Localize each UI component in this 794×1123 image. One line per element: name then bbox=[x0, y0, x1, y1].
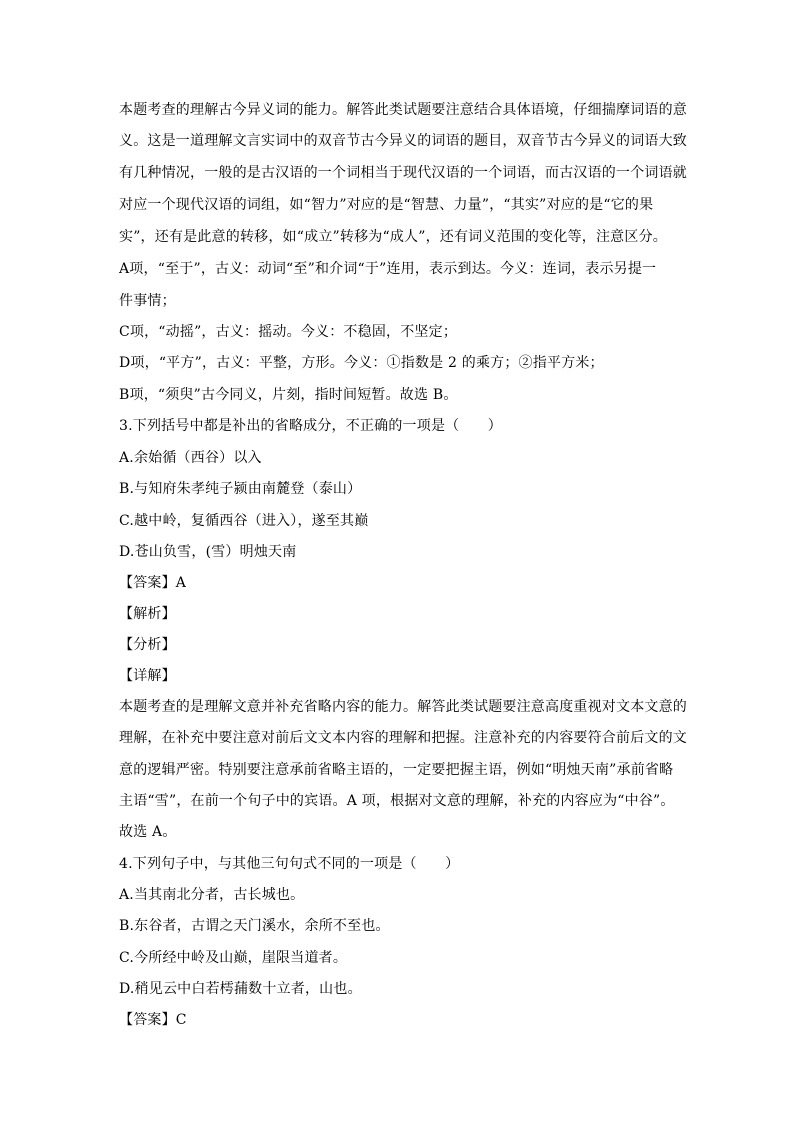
question-4-option-a: A.当其南北分者，古长城也。 bbox=[119, 887, 305, 903]
question-4-stem: 4.下列句子中，与其他三句句式不同的一项是（ ） bbox=[119, 856, 460, 872]
question-3-option-c: C.越中岭，复循西谷（进入），遂至其巅 bbox=[119, 513, 369, 529]
question-3-explanation: 主语“雪”，在前一个句子中的宾语。A 项，根据对文意的理解，补充的内容应为“中谷”。 bbox=[119, 793, 675, 809]
analysis-line: 义。这是一道理解文言实词中的双音节古今异义的词语的题目，双音节古今异义的词语大致 bbox=[119, 133, 687, 149]
question-3-jiexi: 【解析】 bbox=[119, 606, 176, 622]
question-4-answer: 【答案】C bbox=[119, 1012, 187, 1028]
question-4-option-b: B.东谷者，古谓之天门溪水，余所不至也。 bbox=[119, 918, 390, 934]
analysis-line: 本题考查的理解古今异义词的能力。解答此类试题要注意结合具体语境，仔细揣摩词语的意 bbox=[119, 102, 687, 118]
analysis-line: 有几种情况，一般的是古汉语的一个词相当于现代汉语的一个词语，而古汉语的一个词语就 bbox=[119, 165, 687, 181]
question-3-option-d: D.苍山负雪，(雪）明烛天南 bbox=[119, 544, 297, 560]
question-3-option-a: A.余始循（西谷）以入 bbox=[119, 450, 262, 466]
analysis-line: 实”，还有是此意的转移，如“成立”转移为“成人”，还有词义范围的变化等，注意区分。 bbox=[119, 229, 667, 245]
question-3-option-b: B.与知府朱孝纯子颍由南麓登（泰山） bbox=[119, 481, 362, 497]
question-3-explanation: 故选 A。 bbox=[119, 824, 177, 840]
option-c-analysis: C项，“动摇”，古义：摇动。今义：不稳固，不坚定； bbox=[119, 324, 458, 340]
question-3-explanation: 本题考查的是理解文意并补充省略内容的能力。解答此类试题要注意高度重视对文本文意的 bbox=[119, 699, 687, 715]
option-b-analysis: B项，“须臾”古今同义，片刻，指时间短暂。故选 B。 bbox=[119, 387, 458, 403]
option-a-analysis-cont: 件事情； bbox=[119, 293, 176, 309]
option-d-analysis: D项，“平方”，古义：平整，方形。今义：①指数是 2 的乘方；②指平方米； bbox=[119, 355, 604, 371]
question-3-xiangjie: 【详解】 bbox=[119, 668, 176, 684]
option-a-analysis: A项，“至于”，古义：动词“至”和介词“于”连用，表示到达。今义：连词，表示另提一 bbox=[119, 261, 657, 277]
question-3-explanation: 理解，在补充中要注意对前后文文本内容的理解和把握。注意补充的内容要符合前后文的文 bbox=[119, 730, 687, 746]
question-3-answer: 【答案】A bbox=[119, 575, 187, 591]
question-3-explanation: 意的逻辑严密。特别要注意承前省略主语的，一定要把握主语，例如“明烛天南”承前省略 bbox=[119, 762, 674, 778]
question-4-option-d: D.稍见云中白若樗蒱数十立者，山也。 bbox=[119, 981, 362, 997]
question-4-option-c: C.今所经中岭及山巅，崖限当道者。 bbox=[119, 950, 348, 966]
question-3-stem: 3.下列括号中都是补出的省略成分，不正确的一项是（ ） bbox=[119, 418, 502, 434]
analysis-line: 对应一个现代汉语的词组，如“智力”对应的是“智慧、力量”，“其实”对应的是“它的果 bbox=[119, 197, 654, 213]
question-3-fenxi: 【分析】 bbox=[119, 637, 176, 653]
